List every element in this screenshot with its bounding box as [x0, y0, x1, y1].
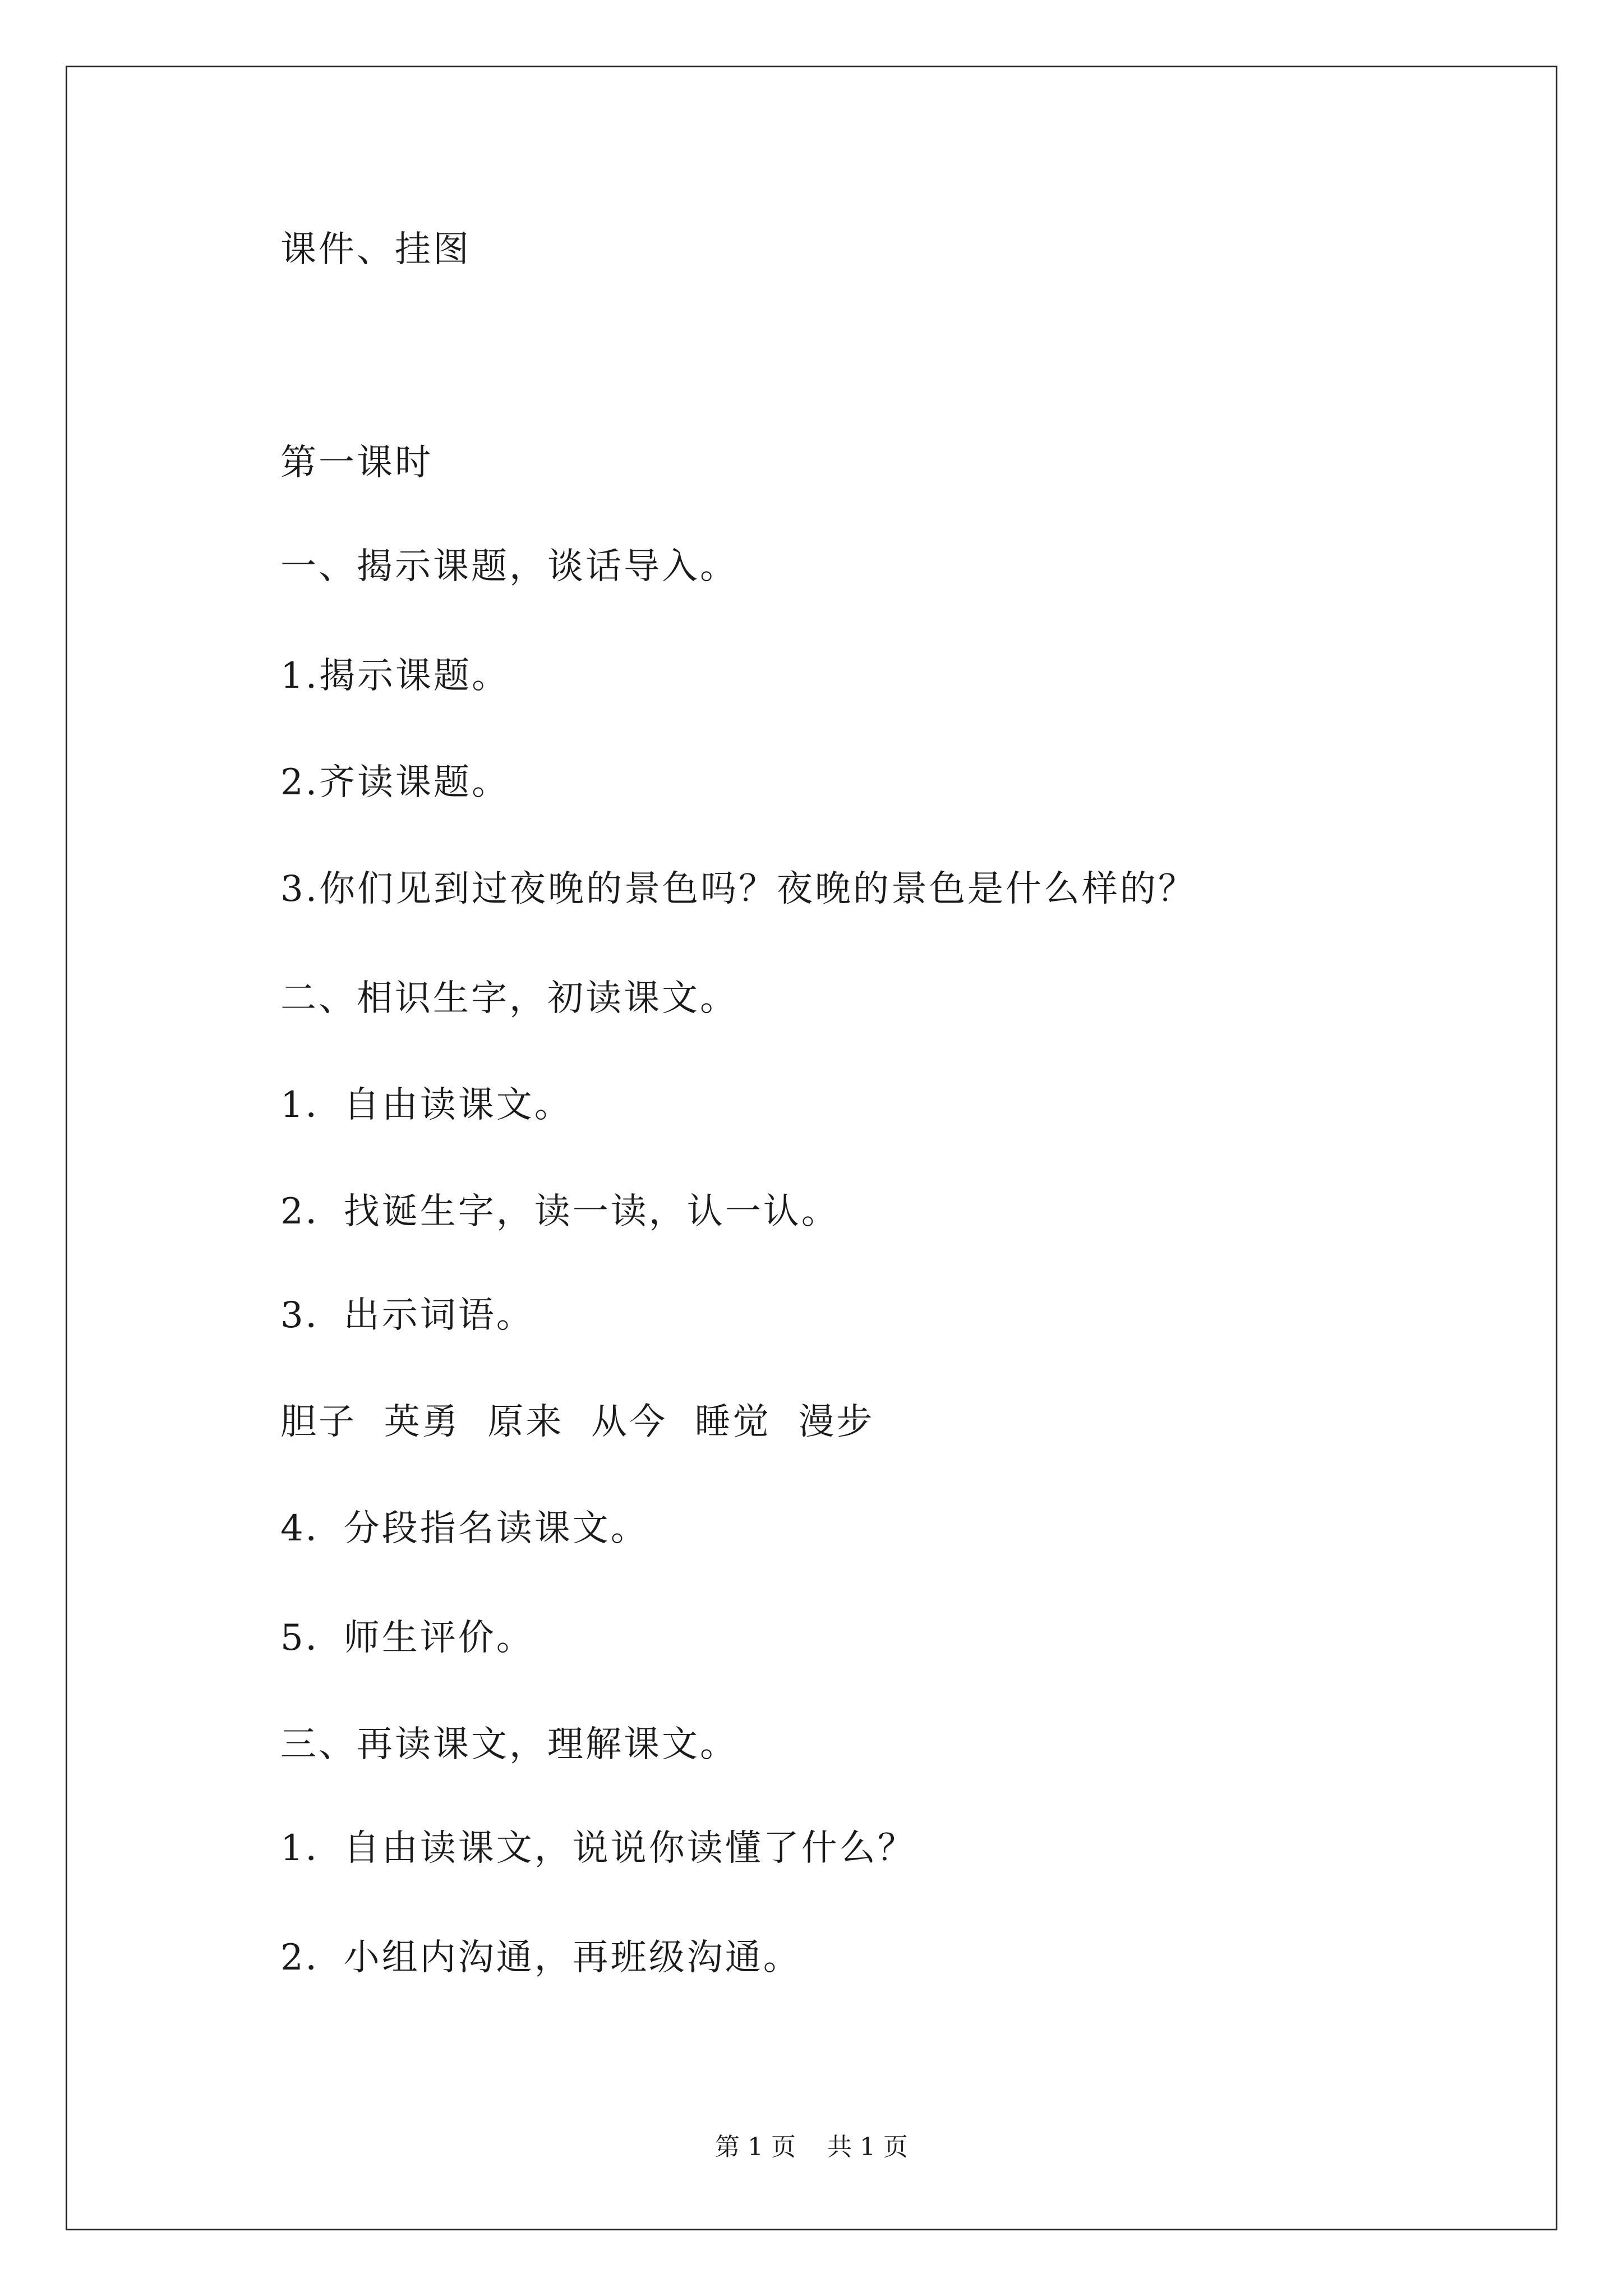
list-item: 1．自由读课文。	[280, 1084, 573, 1126]
list-item: 1．自由读课文，说说你读懂了什么？	[280, 1828, 916, 1869]
list-item: 4．分段指名读课文。	[280, 1508, 649, 1549]
list-item: 1.揭示课题。	[280, 655, 510, 697]
page-number-footer: 第 1 页 共 1 页	[715, 2133, 908, 2161]
list-item: 3.你们见到过夜晚的景色吗？夜晚的景色是什么样的？	[280, 868, 1197, 910]
section-heading-2: 二、相识生字，初读课文。	[280, 978, 738, 1019]
list-item: 2.齐读课题。	[280, 762, 510, 803]
section-heading-3: 三、再读课文，理解课文。	[280, 1724, 738, 1765]
lesson-heading: 第一课时	[280, 442, 433, 484]
list-item: 3．出示词语。	[280, 1295, 534, 1336]
list-item: 5．师生评价。	[280, 1617, 534, 1659]
list-item: 2．找诞生字，读一读，认一认。	[280, 1191, 840, 1232]
materials-line: 课件、挂图	[280, 229, 471, 270]
vocabulary-line: 胆子 英勇 原来 从今 睡觉 漫步	[280, 1401, 875, 1443]
section-heading-1: 一、揭示课题，谈话导入。	[280, 546, 738, 587]
list-item: 2．小组内沟通，再班级沟通。	[280, 1937, 801, 1978]
page-border	[66, 66, 1557, 2230]
